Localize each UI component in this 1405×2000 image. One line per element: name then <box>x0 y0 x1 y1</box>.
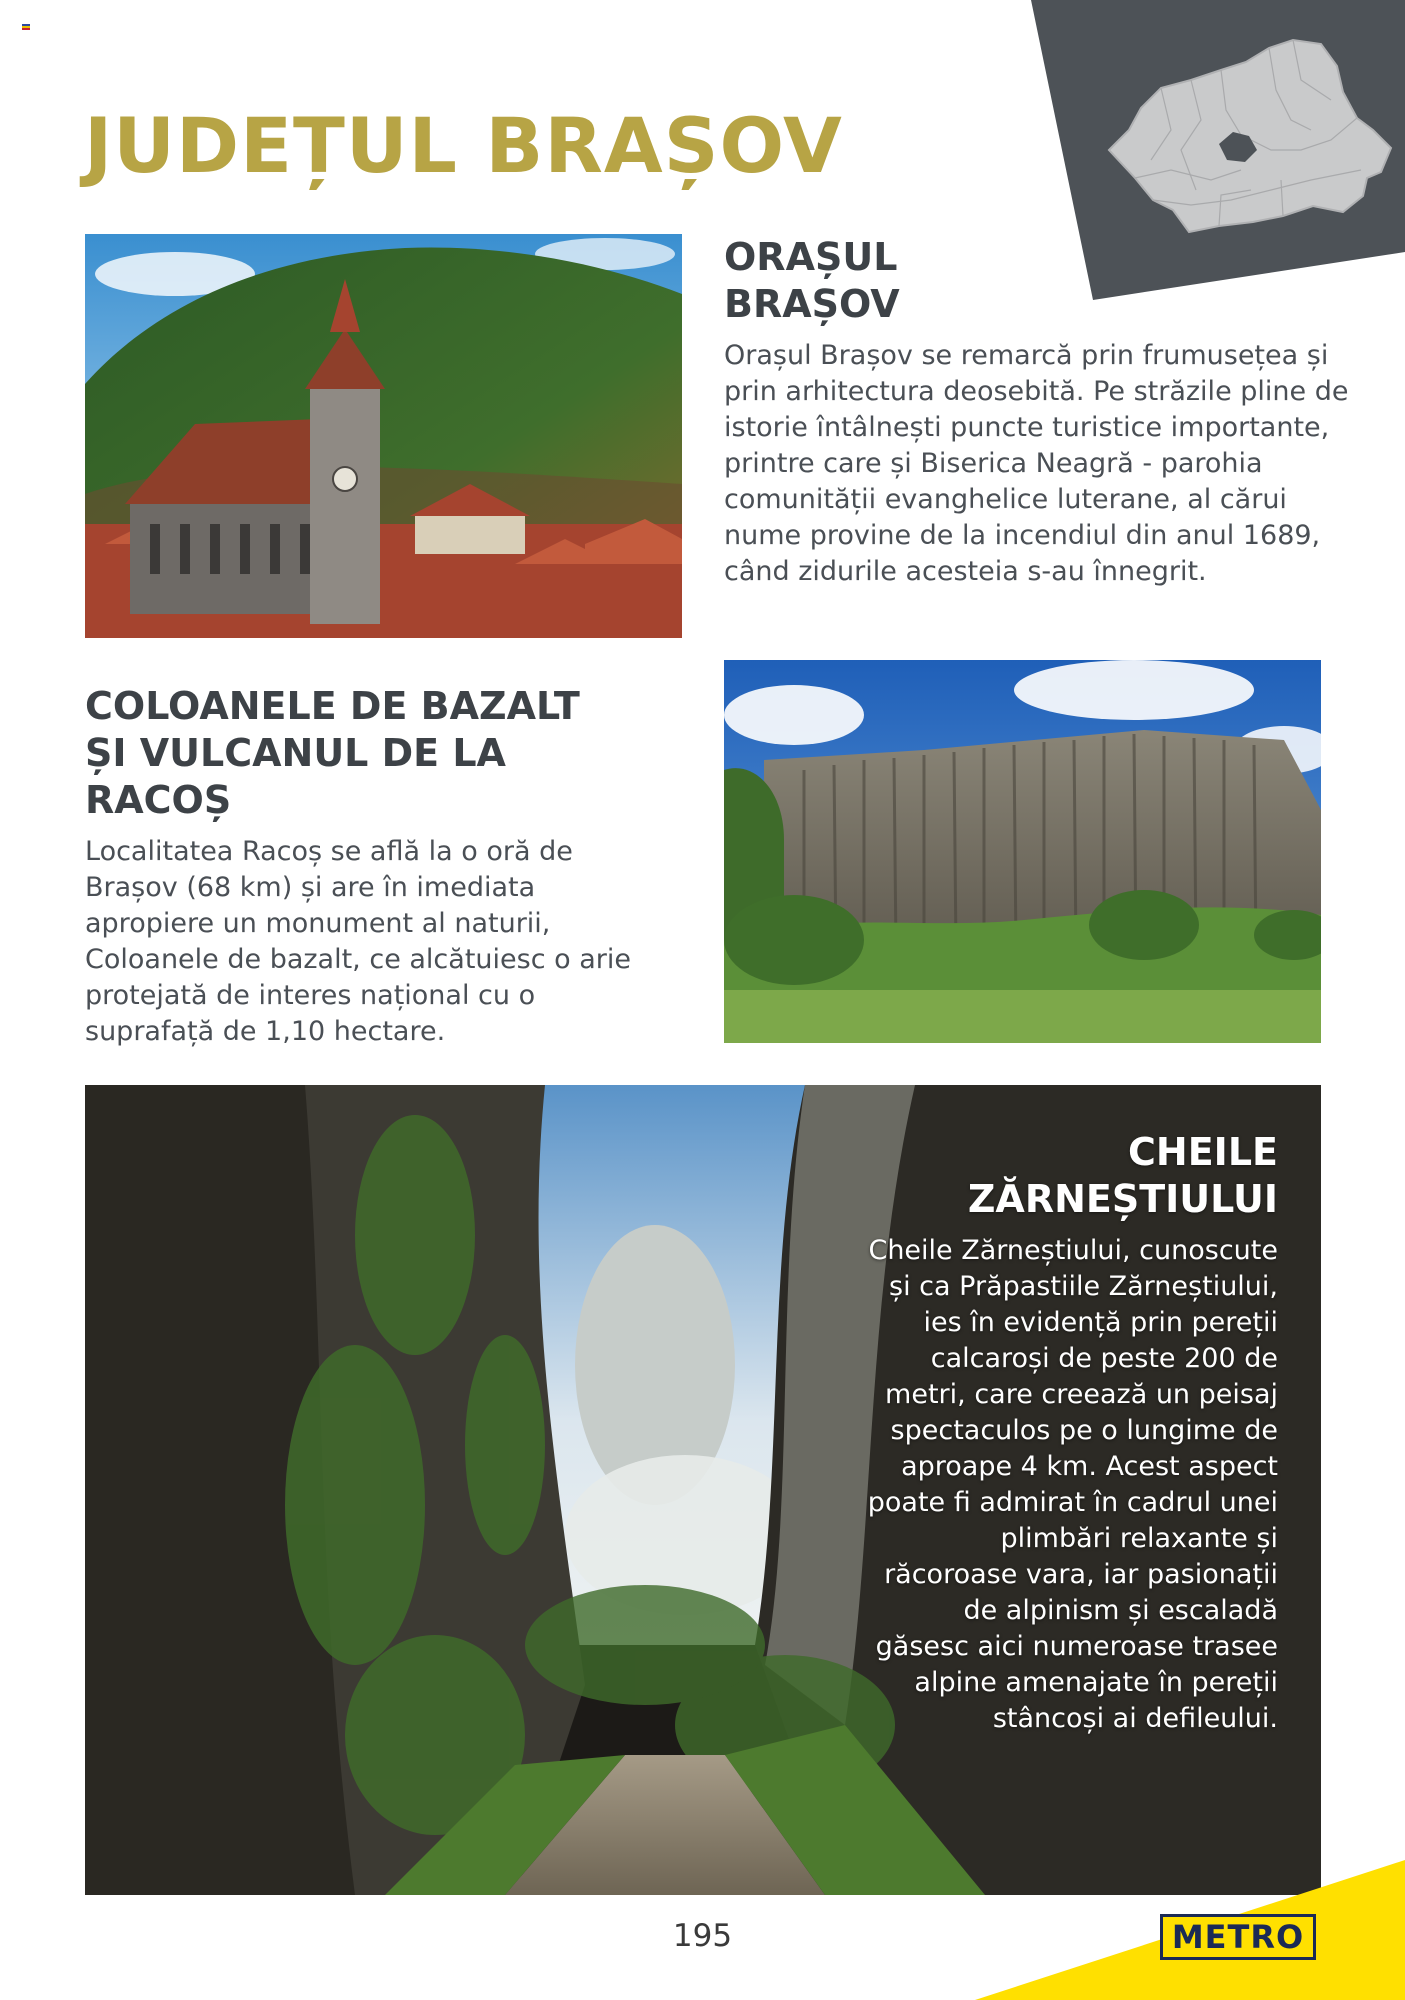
coloanele-title <box>85 683 580 824</box>
cheile-body: Cheile Zărneștiului, cunoscute și ca Prăpastiile Zărneștiului, ies în evidență prin pereții calcaroși de peste 200 de metri, care creează un peisaj spectaculos pe o lungime de aproape 4 km. Acest aspect poate fi admirat în cadrul unei plimbări relaxante și răcoroase vara, iar pasionații de alpinism și escaladă găsesc aici numeroase trasee alpine amenajate în pereții stâncoși ai defileului. <box>867 1235 1278 1734</box>
metro-logo: METRO <box>1160 1914 1316 1960</box>
flag-mark-icon <box>22 24 30 30</box>
cheile-title <box>780 1129 1278 1223</box>
romania-map-icon <box>1031 0 1405 300</box>
coloanele-body: Localitatea Racoș se află la o oră de Brașov (68 km) și are în imediata apropiere un monument al naturii, Coloanele de bazalt, ce alcătuiesc o arie protejată de interes național cu o suprafață de 1,10 hectare. <box>85 836 631 1047</box>
coloanele-title-line1: COLOANELE DE BAZALT <box>85 684 580 728</box>
orasul-brasov-title <box>724 234 900 328</box>
coloanele-title-line2: ȘI VULCANUL DE LA <box>85 731 506 775</box>
orasul-title-line1: ORAȘUL <box>724 235 898 279</box>
cheile-title-line2: ZĂRNEȘTIULUI <box>967 1177 1278 1221</box>
coloanele-title-line3: RACOȘ <box>85 778 232 822</box>
page-number: 195 <box>672 1918 733 1954</box>
page-title: JUDEȚUL BRAȘOV <box>84 101 843 190</box>
basalt-columns-photo <box>724 660 1321 1043</box>
orasul-brasov-body: Orașul Brașov se remarcă prin frumusețea și prin arhitectura deosebită. Pe străzile pline de istorie întâlnești puncte turistice importante, printre care și Biserica Neagră - parohia comunității evanghelice luterane, al cărui nume provine de la incendiul din anul 1689, când zidurile acesteia s-au înnegrit. <box>724 340 1349 587</box>
cheile-title-line1: CHEILE <box>1128 1130 1278 1174</box>
brasov-city-photo <box>85 234 682 638</box>
orasul-title-line2: BRAȘOV <box>724 282 900 326</box>
